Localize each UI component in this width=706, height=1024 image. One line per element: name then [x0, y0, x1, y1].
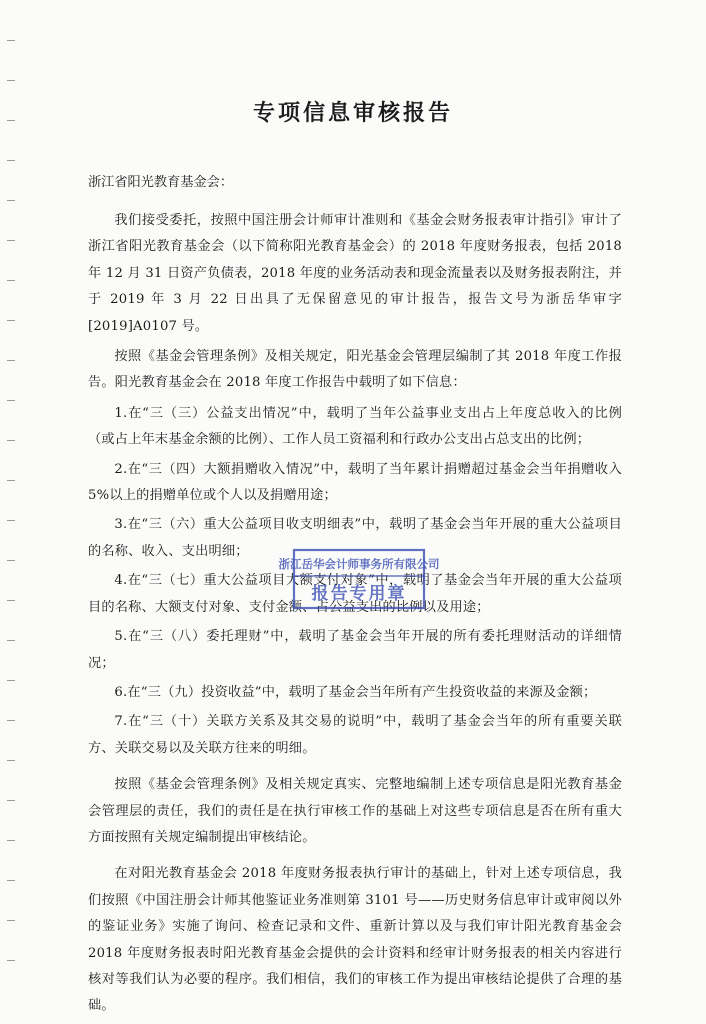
salutation: 浙江省阳光教育基金会：: [88, 175, 234, 190]
binding-edge-marks: [0, 0, 20, 1000]
svg-text:报告专用章: 报告专用章: [311, 584, 407, 603]
page-title: 专项信息审核报告: [252, 100, 453, 126]
paragraph-procedures: 在对阳光教育基金会 2018 年度财务报表执行审计的基础上，针对上述专项信息，我们按照《中国注册会计师其他鉴证业务准则第 3101 号——历史财务信息审计或审阅以外的鉴证业务》实施了询问、检查记录和文件、重新计算以及与我们审计阳光教育基金会 2018 年度财务报表时阳光教育基金会提供的会计资料和经审计财务报表的相关内容进行核对等我们认为必要的程序。我们相信，我们的审核工作为提出审核结论提供了合理的基础。: [88, 866, 622, 1014]
paragraph-responsibility: 按照《基金会管理条例》及相关规定真实、完整地编制上述专项信息是阳光教育基金会管理层的责任，我们的责任是在执行审核工作的基础上对这些专项信息是否在所有重大方面按照有关规定编制提出审核结论。: [88, 777, 622, 845]
paragraph-engagement: 我们接受委托，按照中国注册会计师审计准则和《基金会财务报表审计指引》审计了浙江省阳光教育基金会（以下简称阳光教育基金会）的 2018 年度财务报表，包括 2018 年 12 月 31 日资产负债表，2018 年度的业务活动表和现金流量表以及财务报表附注，并于 2019 年 3 月 22 日出具了无保留意见的审计报告，报告文号为浙岳华审字[2019]A0107 号。: [88, 213, 622, 334]
seal-stamp: [278, 548, 440, 610]
list-item: 4.在“三（七）重大公益项目大额支付对象”中，载明了基金会当年开展的重大公益项目的名称、大额支付对象、支付金额、占公益支出的比例以及用途；: [88, 573, 622, 615]
paragraph-work-report: 按照《基金会管理条例》及相关规定，阳光基金会管理层编制了其 2018 年度工作报告。阳光教育基金会在 2018 年度工作报告中载明了如下信息：: [88, 349, 622, 391]
list-item: 7.在“三（十）关联方关系及其交易的说明”中，载明了基金会当年的所有重要关联方、关联交易以及关联方往来的明细。: [88, 714, 622, 756]
list-item: 3.在“三（六）重大公益项目收支明细表”中，载明了基金会当年开展的重大公益项目的名称、收入、支出明细；: [88, 517, 622, 559]
list-item: 2.在“三（四）大额捐赠收入情况”中，载明了当年累计捐赠超过基金会当年捐赠收入 5%以上的捐赠单位或个人以及捐赠用途；: [88, 461, 622, 504]
list-item: 5.在“三（八）委托理财”中，载明了基金会当年开展的所有委托理财活动的详细情况；: [88, 629, 622, 671]
list-item: 1.在“三（三）公益支出情况”中，载明了当年公益事业支出占上年度总收入的比例（或占上年末基金余额的比例）、工作人员工资福利和行政办公支出占总支出的比例；: [88, 405, 622, 448]
svg-text:浙江岳华会计师事务所有限公司: 浙江岳华会计师事务所有限公司: [278, 559, 440, 571]
list-item: 6.在“三（九）投资收益”中，载明了基金会当年所有产生投资收益的来源及金额；: [114, 684, 597, 700]
